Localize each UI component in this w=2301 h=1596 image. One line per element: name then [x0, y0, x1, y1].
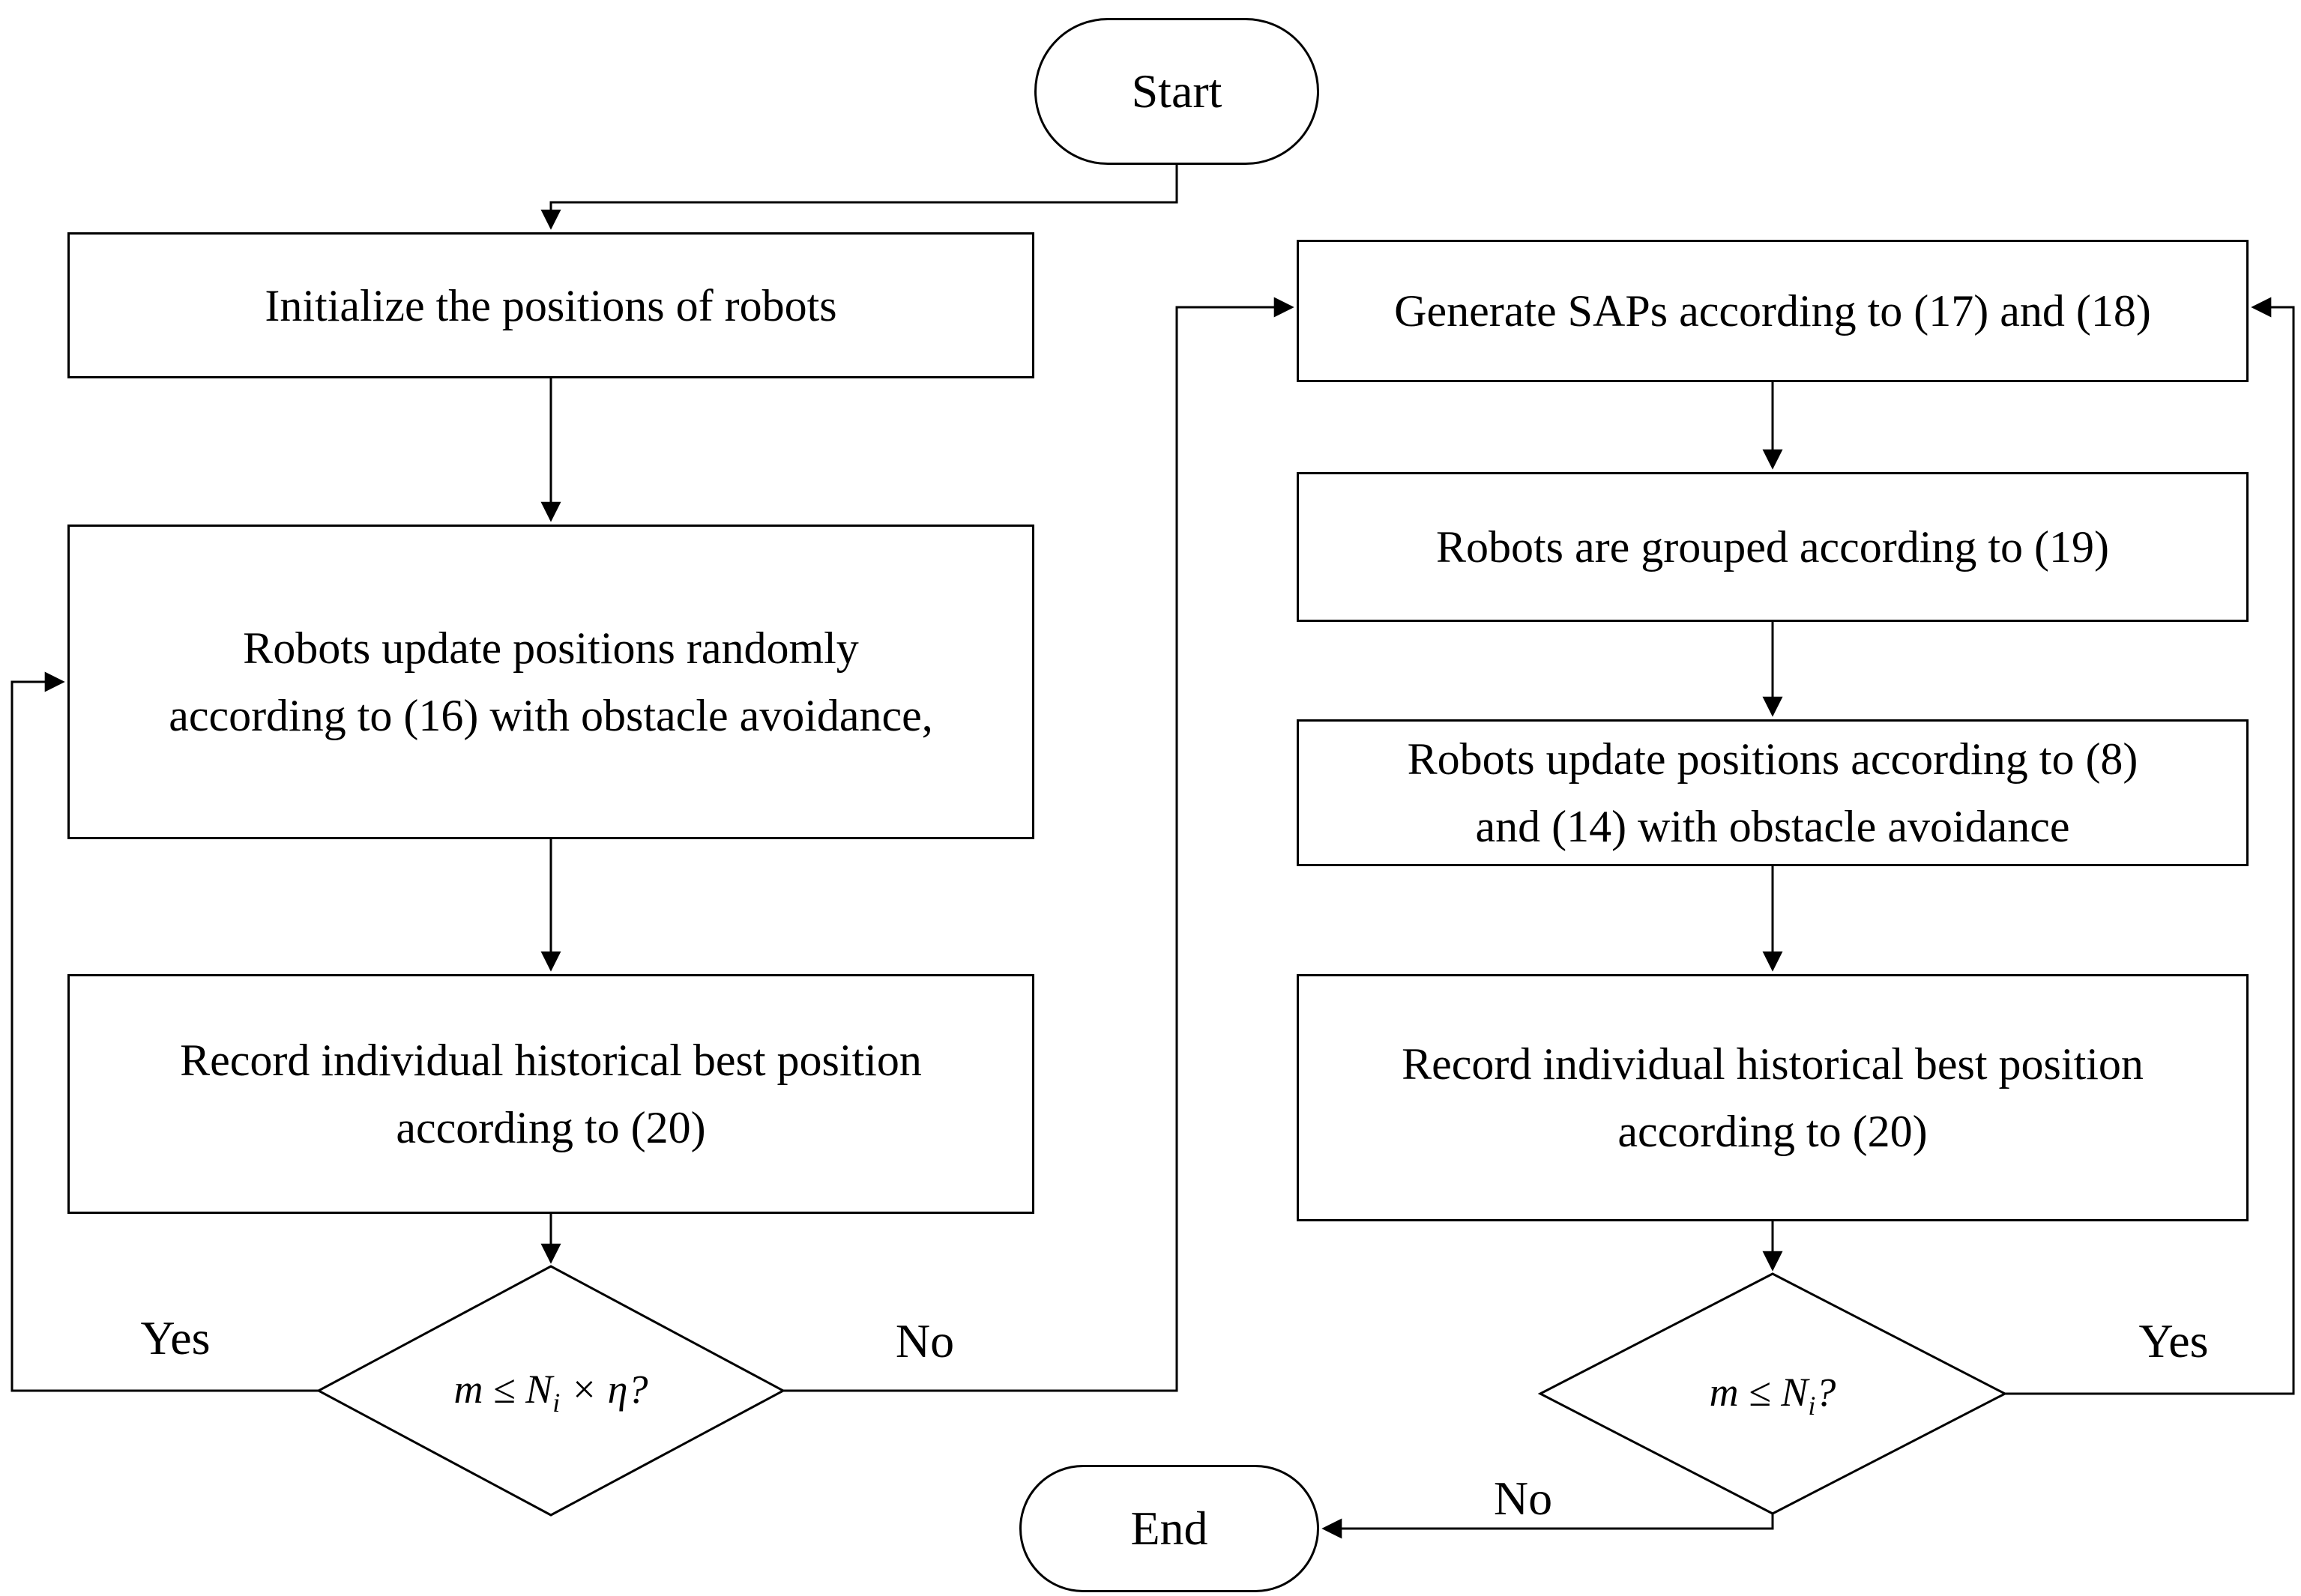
- process-update-randomly: [67, 525, 1034, 839]
- process-generate-saps: [1297, 240, 2249, 382]
- end-label: End: [1130, 1502, 1208, 1555]
- process-record-best-left: [67, 974, 1034, 1214]
- process-record-best-right-line1: Record individual historical best position: [1402, 1039, 2144, 1089]
- process-group-robots-label: Robots are grouped according to (19): [1435, 522, 2110, 572]
- process-group-robots: [1297, 472, 2249, 622]
- decision-right-sub: i: [1808, 1390, 1816, 1421]
- decision-left-post: × η?: [560, 1367, 648, 1412]
- process-record-best-left-line2: according to (20): [396, 1103, 706, 1152]
- start-terminator: [1034, 18, 1319, 165]
- start-label: Start: [1131, 64, 1222, 118]
- decision-right-post: ?: [1815, 1370, 1836, 1415]
- process-generate-saps-label: Generate SAPs according to (17) and (18): [1394, 286, 2151, 336]
- process-record-best-right: [1297, 974, 2249, 1221]
- process-update-positions-right: [1297, 719, 2249, 866]
- process-update-randomly-line1: Robots update positions randomly: [243, 623, 859, 673]
- process-record-best-left-line1: Record individual historical best position: [180, 1036, 922, 1085]
- decision-right-pre: m ≤ N: [1709, 1370, 1809, 1415]
- decision-right-label: [1710, 1369, 1836, 1421]
- process-initialize-label: Initialize the positions of robots: [265, 280, 837, 330]
- edge-label-yes-left: Yes: [136, 1311, 214, 1366]
- process-update-randomly-line2: according to (16) with obstacle avoidance,: [169, 691, 933, 740]
- edge-label-yes-right: Yes: [2134, 1314, 2213, 1369]
- decision-left-pre: m ≤ N: [453, 1367, 553, 1412]
- end-terminator: [1019, 1465, 1319, 1592]
- process-initialize-positions: [67, 232, 1034, 378]
- process-update-positions-right-line1: Robots update positions according to (8): [1407, 734, 2138, 784]
- decision-left-label: [454, 1366, 648, 1418]
- process-record-best-right-line2: according to (20): [1617, 1107, 1928, 1156]
- decision-left-sub: i: [552, 1387, 561, 1418]
- edge-label-no-right: No: [1489, 1471, 1557, 1526]
- edge-label-no-left: No: [891, 1314, 959, 1369]
- process-update-positions-right-line2: and (14) with obstacle avoidance: [1475, 802, 2070, 851]
